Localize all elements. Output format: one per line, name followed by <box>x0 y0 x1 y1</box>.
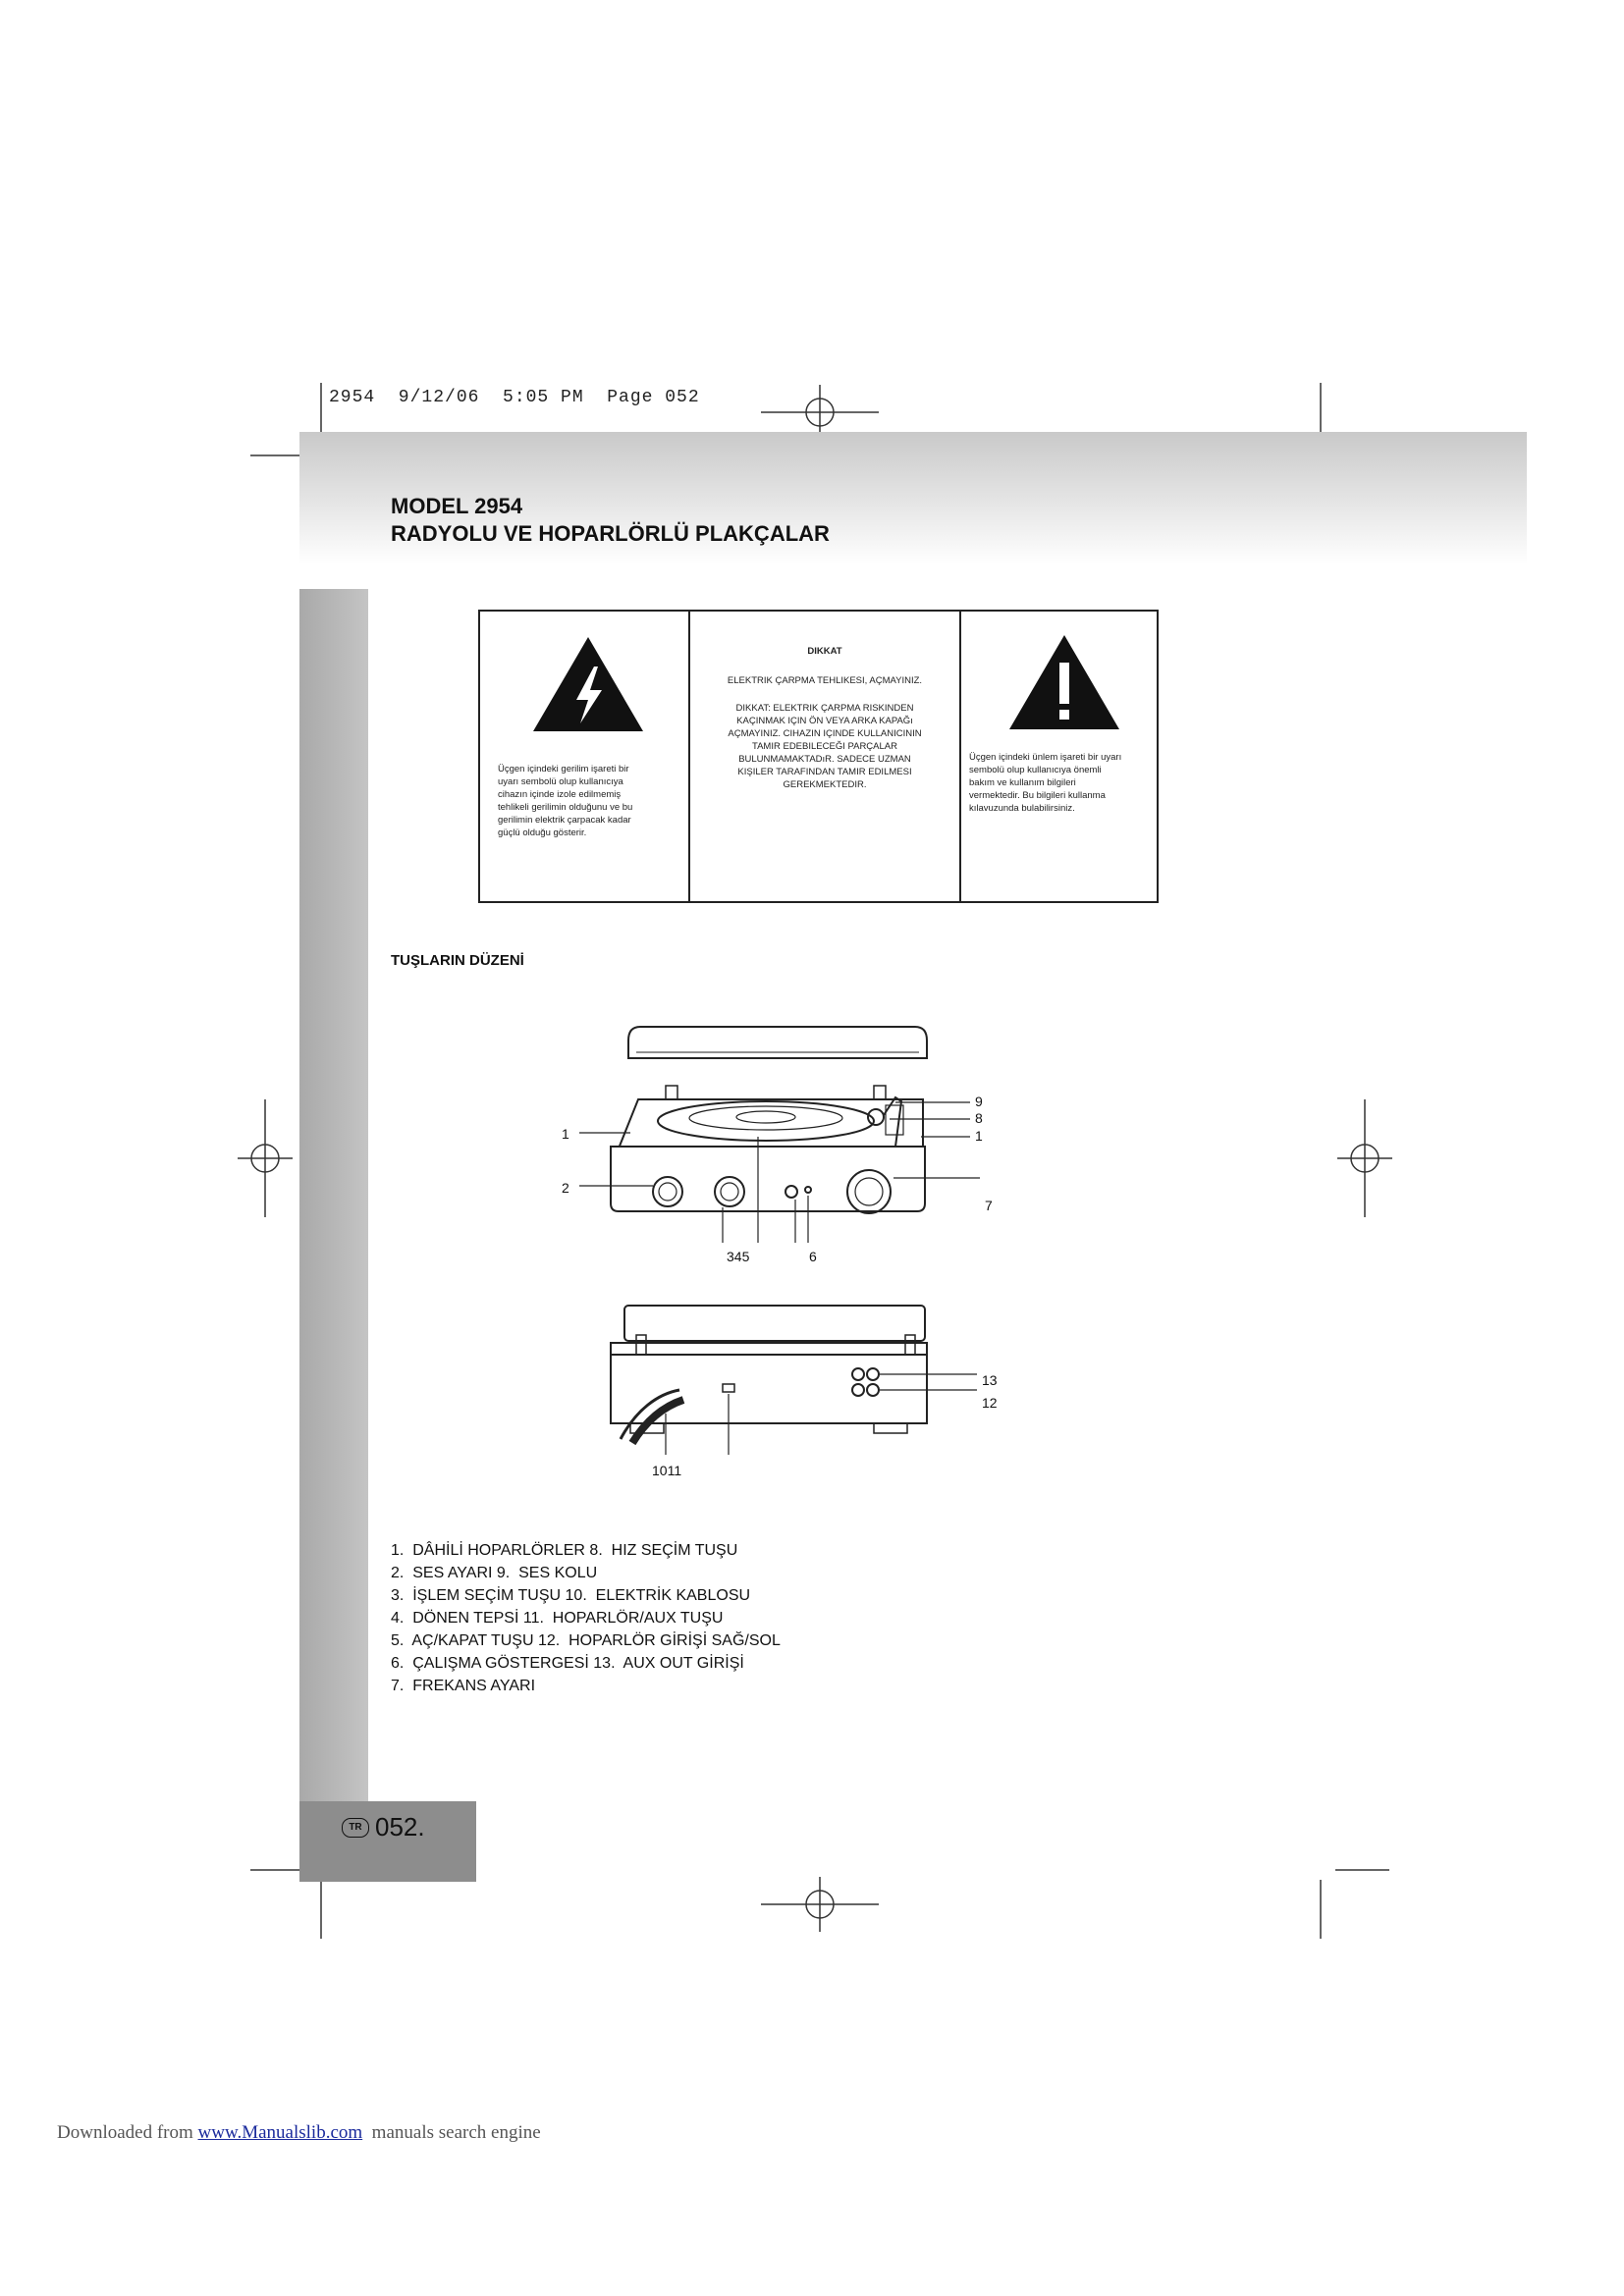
list-item: 5. AÇ/KAPAT TUŞU 12. HOPARLÖR GİRİŞİ SAĞ/SOL <box>391 1632 781 1649</box>
section-heading: TUŞLARIN DÜZENİ <box>391 952 524 969</box>
callout-13: 13 <box>982 1372 998 1388</box>
warning-title: DIKKAT <box>807 646 842 657</box>
exclamation-warning-icon <box>1005 631 1123 735</box>
warning-exclamation-column <box>959 612 1157 901</box>
callout-1-right: 1 <box>975 1128 983 1144</box>
lightning-warning-icon <box>529 633 647 736</box>
warning-body: DIKKAT: ELEKTRIK ÇARPMA RISKINDEN KAÇINMAK IÇIN ÖN VEYA ARKA KAPAĞı AÇMAYINIZ. CIHAZIN IÇINDE KULLANICININ TAMIR EDEBILECEĞI PARÇALAR BULUNMAMAKTADıR. SADECE UZMAN KIŞILER TARAFINDAN TAMIR EDILMESI GEREKMEKTEDIR. <box>728 703 922 790</box>
safety-warning-box <box>478 610 1159 903</box>
callout-7: 7 <box>985 1198 993 1213</box>
callout-9: 9 <box>975 1094 983 1109</box>
callout-1011: 1011 <box>652 1463 682 1478</box>
footer-suffix: manuals search engine <box>362 2122 541 2143</box>
callout-1-left: 1 <box>562 1126 569 1142</box>
footer-prefix: Downloaded from <box>57 2122 198 2143</box>
list-item: 3. İŞLEM SEÇİM TUŞU 10. ELEKTRİK KABLOSU <box>391 1587 751 1604</box>
language-badge: TR <box>342 1818 369 1838</box>
manualslib-link[interactable]: www.Manualslib.com <box>197 2122 363 2143</box>
exclamation-warning-text: Üçgen içindeki ünlem işareti bir uyarı sembolü olup kullanıcıya önemli bakım ve kullanım bilgileri vermektedir. Bu bilgileri kullanma kılavuzunda bulabilirsiniz. <box>969 752 1122 814</box>
callout-345: 345 <box>727 1249 750 1264</box>
controls-legend <box>391 1539 781 1697</box>
download-footer <box>57 2122 541 2144</box>
sidebar-strip <box>299 589 368 1801</box>
front-view-diagram <box>530 1021 1021 1276</box>
warning-lightning-column <box>480 612 688 901</box>
list-item: 7. FREKANS AYARI <box>391 1678 536 1694</box>
callout-8: 8 <box>975 1110 983 1126</box>
list-item: 1. DÂHİLİ HOPARLÖRLER 8. HIZ SEÇİM TUŞU <box>391 1542 738 1559</box>
page-title <box>391 493 830 548</box>
list-item: 4. DÖNEN TEPSİ 11. HOPARLÖR/AUX TUŞU <box>391 1610 724 1627</box>
list-item: 6. ÇALIŞMA GÖSTERGESİ 13. AUX OUT GİRİŞİ <box>391 1655 744 1672</box>
product-subtitle: RADYOLU VE HOPARLÖRLÜ PLAKÇALAR <box>391 521 830 546</box>
callout-6: 6 <box>809 1249 817 1264</box>
warning-line1: ELEKTRIK ÇARPMA TEHLIKESI, AÇMAYINIZ. <box>727 675 923 686</box>
page-number-text: 052. <box>375 1812 425 1842</box>
lid-outline <box>628 1027 927 1058</box>
warning-center-column <box>688 612 959 901</box>
callout-12: 12 <box>982 1395 998 1411</box>
callout-2: 2 <box>562 1180 569 1196</box>
rear-view-diagram <box>589 1296 1021 1482</box>
model-title: MODEL 2954 <box>391 494 523 518</box>
print-slug: 2954 9/12/06 5:05 PM Page 052 <box>329 388 700 407</box>
lightning-warning-text: Üçgen içindeki gerilim işareti bir uyarı sembolü olup kullanıcıya cihazın içinde izole edilmemiş tehlikeli gerilimin olduğunu ve bu gerilimin elektrik çarpacak kadar güçlü olduğu gösterir. <box>498 764 633 838</box>
registration-mark-left <box>238 1099 293 1217</box>
page-number <box>342 1812 425 1842</box>
list-item: 2. SES AYARI 9. SES KOLU <box>391 1565 598 1581</box>
registration-mark-bottom <box>761 1877 879 1932</box>
registration-mark-right <box>1337 1099 1392 1217</box>
